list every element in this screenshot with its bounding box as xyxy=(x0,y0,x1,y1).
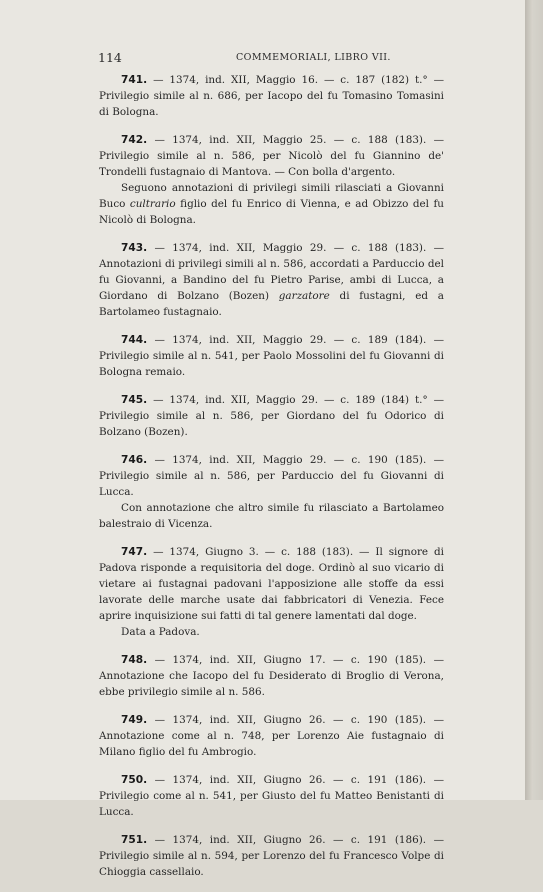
entry-body: — 1374, ind. XII, Maggio 29. — c. 189 (184). — Privilegio simile al n. 541, per Paolo Mossolini del fu Giovanni di Bologna remaio. xyxy=(99,334,445,378)
entry-number: 749. xyxy=(121,714,148,726)
entry-body: — 1374, Giugno 3. — c. 188 (183). — Il signore di Padova risponde a requisitoria del doge. Ordinò al suo vicario di vietare ai fustagnai padovani l'apposizione alle stoffe da essi lavorate delle marche usate dai fabbricatori di Venezia. Fece aprire inquisizione sui fatti di tal genere lamentati dal doge. xyxy=(99,546,444,622)
entry-body: Con annotazione che altro simile fu rilasciato a Bartolameo balestraio di Vicenza. xyxy=(99,502,444,530)
entry-body: — 1374, ind. XII, Maggio 16. — c. 187 (182) t.° — Privilegio simile al n. 686, per Iacopo del fu Tomasino Tomasini di Bologna. xyxy=(99,74,444,118)
entry-body: — 1374, ind. XII, Maggio 29. — c. 188 (183). — Annotazioni di privilegi simili al n. 586, accordati a Parduccio del fu Giovanni, a Bandino del fu Pietro Parise, ambi di Lucca, a Giordano di Bolzano (Bozen) garzatore di fustagni, ed a Bartolameo fustagnaio. xyxy=(99,242,445,318)
entry-text xyxy=(99,392,444,440)
entry-text xyxy=(99,652,444,700)
entry-number: 751. xyxy=(121,834,148,846)
italic-term: cultrario xyxy=(129,198,176,210)
entry-text xyxy=(99,132,444,180)
entry-body: — 1374, ind. XII, Giugno 26. — c. 191 (186). — Privilegio simile al n. 594, per Lorenzo del fu Francesco Volpe di Chioggia cassellaio. xyxy=(99,834,444,878)
entry-text xyxy=(99,772,444,820)
entry-body: Data a Padova. xyxy=(121,626,200,638)
entry-number: 743. xyxy=(121,242,148,254)
entry xyxy=(99,132,444,228)
entry xyxy=(99,72,444,120)
page-edge-shadow xyxy=(525,0,543,800)
entry-note xyxy=(99,500,444,532)
entry-body: — 1374, ind. XII, Maggio 25. — c. 188 (183). — Privilegio simile al n. 586, per Nicolò del fu Giannino de' Trondelli fustagnaio di Mantova. — Con bolla d'argento. xyxy=(99,134,445,178)
page-number: 114 xyxy=(98,50,122,65)
entry-text xyxy=(99,240,444,320)
entry xyxy=(99,544,444,640)
entry-text xyxy=(99,72,444,120)
entry-body: — 1374, ind. XII, Maggio 29. — c. 190 (185). — Privilegio simile al n. 586, per Parduccio del fu Giovanni di Lucca. xyxy=(99,454,445,498)
entry xyxy=(99,832,444,880)
entry xyxy=(99,452,444,532)
entry-number: 750. xyxy=(121,774,148,786)
running-title: COMMEMORIALI, LIBRO VII. xyxy=(236,52,391,63)
running-head xyxy=(0,50,525,66)
entry-body: — 1374, ind. XII, Giugno 26. — c. 190 (185). — Annotazione come al n. 748, per Lorenzo Aie fustagnaio di Milano figlio del fu Ambrogio. xyxy=(99,714,444,758)
entry-number: 745. xyxy=(121,394,148,406)
entry-number: 741. xyxy=(121,74,148,86)
entry-text xyxy=(99,544,444,624)
entry-body: — 1374, ind. XII, Maggio 29. — c. 189 (184) t.° — Privilegio simile al n. 586, per Giordano del fu Odorico di Bolzano (Bozen). xyxy=(99,394,444,438)
entry-text xyxy=(99,332,444,380)
entry xyxy=(99,712,444,760)
entry-body: — 1374, ind. XII, Giugno 26. — c. 191 (186). — Privilegio come al n. 541, per Giusto del fu Matteo Benistanti di Lucca. xyxy=(99,774,444,818)
entry xyxy=(99,332,444,380)
entry-number: 742. xyxy=(121,134,148,146)
entry-body: Seguono annotazioni di privilegi simili rilasciati a Giovanni Buco cultrario figlio del fu Enrico di Vienna, e ad Obizzo del fu Nicolò di Bologna. xyxy=(99,182,444,226)
entry-number: 747. xyxy=(121,546,148,558)
entry-body: — 1374, ind. XII, Giugno 17. — c. 190 (185). — Annotazione che Iacopo del fu Desiderato di Broglio di Verona, ebbe privilegio simile al n. 586. xyxy=(99,654,444,698)
entry-text xyxy=(99,832,444,880)
entry-text xyxy=(99,452,444,500)
entry xyxy=(99,392,444,440)
entry-note xyxy=(99,624,444,640)
entry-text xyxy=(99,712,444,760)
entry-number: 746. xyxy=(121,454,148,466)
entry xyxy=(99,240,444,320)
entries-list xyxy=(99,72,444,892)
entry-note xyxy=(99,180,444,228)
entry xyxy=(99,772,444,820)
entry-number: 748. xyxy=(121,654,148,666)
entry-number: 744. xyxy=(121,334,148,346)
italic-term: garzatore xyxy=(278,290,330,302)
entry xyxy=(99,652,444,700)
